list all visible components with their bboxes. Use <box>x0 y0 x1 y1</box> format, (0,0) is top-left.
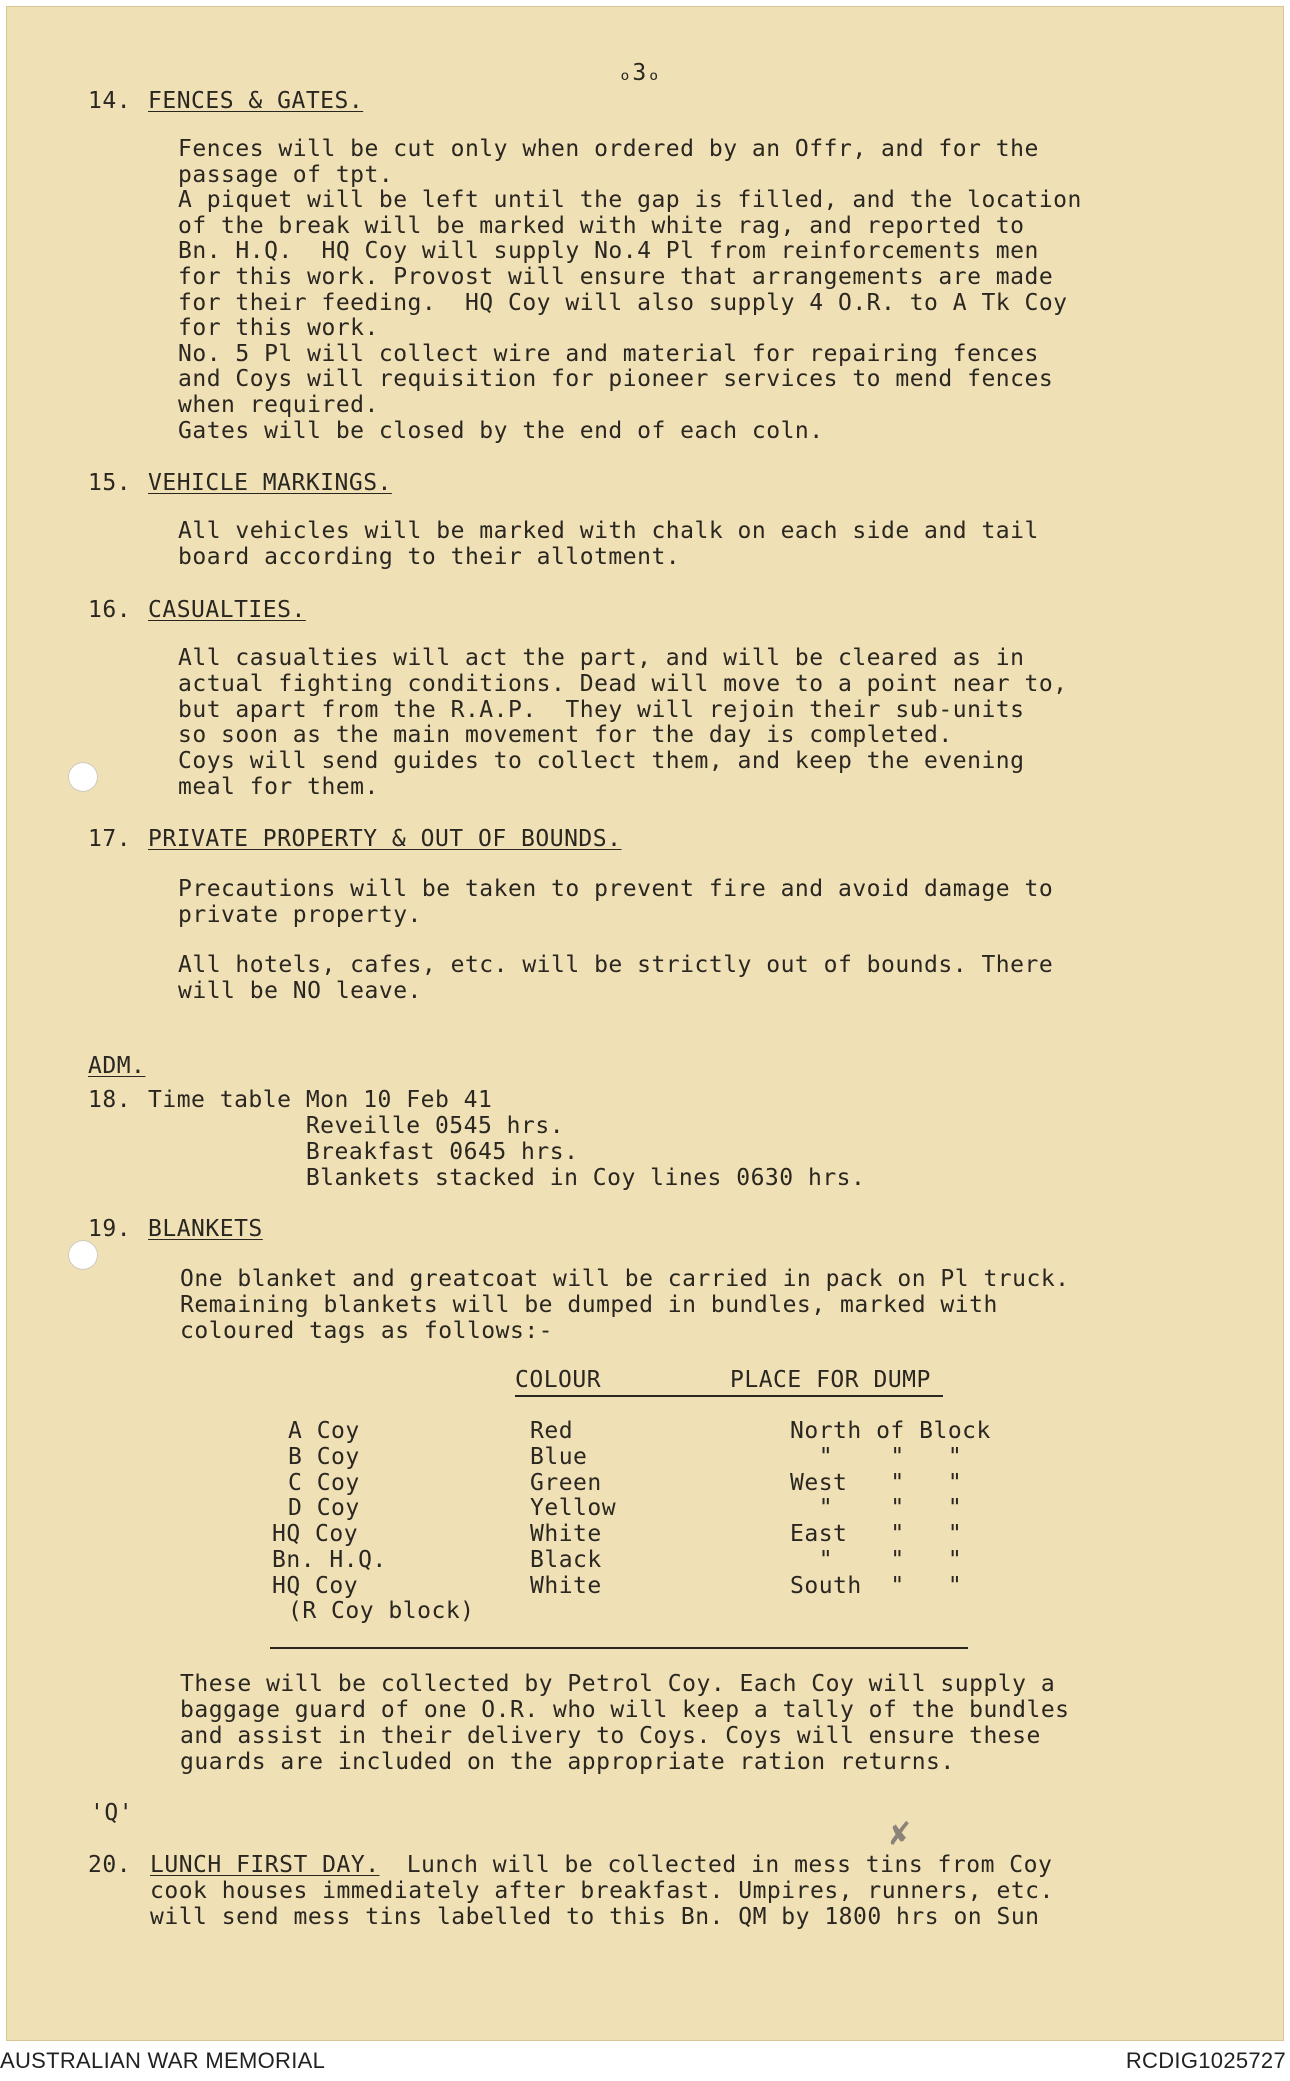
q-heading: 'Q' <box>90 1800 134 1826</box>
text-line: will send mess tins labelled to this Bn. QM by 1800 hrs on Sun <box>150 1904 1040 1930</box>
section-17-title: PRIVATE PROPERTY & OUT OF BOUNDS. <box>148 826 622 852</box>
text-line: A piquet will be left until the gap is filled, and the location <box>178 187 1082 214</box>
table-cell-place: East " " <box>790 1521 963 1548</box>
table-cell-unit: HQ Coy <box>272 1572 359 1599</box>
section-16-number: 16. <box>88 597 132 623</box>
text-line: coloured tags as follows:- <box>180 1318 554 1344</box>
table-header-place: PLACE FOR DUMP <box>730 1367 931 1393</box>
text-line: guards are included on the appropriate ration returns. <box>180 1749 955 1775</box>
table-header-colour: COLOUR <box>515 1367 602 1393</box>
text-line: No. 5 Pl will collect wire and material for repairing fences <box>178 340 1039 367</box>
text-line: Blankets stacked in Coy lines 0630 hrs. <box>148 1165 866 1191</box>
table-cell-colour: Green <box>530 1469 602 1496</box>
text-line: These will be collected by Petrol Coy. Each Coy will supply a <box>180 1671 1056 1697</box>
text-line: Reveille 0545 hrs. <box>148 1113 565 1139</box>
text-line: Breakfast 0645 hrs. <box>148 1139 579 1165</box>
text-line: One blanket and greatcoat will be carried in pack on Pl truck. <box>180 1266 1070 1292</box>
section-14-title: FENCES & GATES. <box>148 88 364 114</box>
table-cell-unit: D Coy <box>288 1495 360 1522</box>
text-line: for this work. Provost will ensure that arrangements are made <box>178 264 1054 290</box>
text-line: baggage guard of one O.R. who will keep a tally of the bundles <box>180 1697 1070 1723</box>
text-line: and assist in their delivery to Coys. Coys will ensure these <box>180 1723 1041 1749</box>
section-20-title: LUNCH FIRST DAY. <box>150 1852 380 1878</box>
text-line: will be NO leave. <box>178 978 422 1004</box>
text-line: and Coys will requisition for pioneer services to mend fences <box>178 366 1054 393</box>
text-line: for their feeding. HQ Coy will also supply 4 O.R. to A Tk Coy <box>178 289 1068 316</box>
punch-hole <box>68 1240 98 1270</box>
text-line: actual fighting conditions. Dead will move to a point near to, <box>178 670 1068 697</box>
table-cell-unit: HQ Coy <box>272 1521 359 1548</box>
punch-hole <box>68 762 98 792</box>
text-line: All vehicles will be marked with chalk on each side and tail <box>178 518 1039 544</box>
text-line: Precautions will be taken to prevent fire and avoid damage to <box>178 876 1054 902</box>
section-20-first-line: Lunch will be collected in mess tins from Coy <box>378 1852 1053 1878</box>
table-cell-colour: White <box>530 1521 602 1548</box>
text-line: All casualties will act the part, and will be cleared as in <box>178 645 1025 671</box>
table-note: (R Coy block) <box>288 1598 475 1624</box>
table-cell-place: " " " <box>790 1547 963 1573</box>
text-line: Coys will send guides to collect them, and keep the evening <box>178 748 1025 775</box>
section-16-title: CASUALTIES. <box>148 597 306 623</box>
text-line: Fences will be cut only when ordered by an Offr, and for the <box>178 136 1039 162</box>
table-cell-unit: A Coy <box>288 1418 360 1444</box>
section-20-number: 20. <box>88 1852 132 1878</box>
text-line: All hotels, cafes, etc. will be strictly out of bounds. There <box>178 952 1054 978</box>
table-cell-place: North of Block <box>790 1418 991 1444</box>
table-cell-colour: Yellow <box>530 1495 617 1522</box>
section-19-title: BLANKETS <box>148 1216 263 1242</box>
table-cell-place: " " " <box>790 1495 963 1522</box>
text-line: when required. <box>178 392 379 418</box>
section-17-number: 17. <box>88 826 132 852</box>
table-cell-place: South " " <box>790 1572 963 1599</box>
text-line: meal for them. <box>178 774 379 800</box>
text-line: Remaining blankets will be dumped in bundles, marked with <box>180 1292 998 1318</box>
table-cell-unit: C Coy <box>288 1469 360 1496</box>
table-cell-colour: Blue <box>530 1443 588 1470</box>
text-line: for this work. <box>178 315 379 342</box>
table-cell-place: West " " <box>790 1469 963 1496</box>
page-number: ₒ3ₒ <box>618 60 662 86</box>
table-header-rule <box>515 1395 943 1397</box>
text-line: board according to their allotment. <box>178 544 681 570</box>
table-cell-unit: Bn. H.Q. <box>272 1547 387 1573</box>
table-cell-colour: Red <box>530 1418 574 1444</box>
handwritten-initials: ✘ <box>881 1815 912 1854</box>
section-15-number: 15. <box>88 470 132 496</box>
text-line: of the break will be marked with white rag, and reported to <box>178 212 1025 239</box>
footer-right: RCDIG1025727 <box>1125 2048 1286 2073</box>
table-cell-colour: White <box>530 1572 602 1599</box>
section-14-number: 14. <box>88 88 132 114</box>
footer-left: AUSTRALIAN WAR MEMORIAL <box>0 2048 326 2073</box>
table-cell-colour: Black <box>530 1547 602 1573</box>
text-line: Time table Mon 10 Feb 41 <box>148 1087 493 1113</box>
table-cell-unit: B Coy <box>288 1443 360 1470</box>
text-line: passage of tpt. <box>178 161 394 188</box>
text-line: private property. <box>178 902 422 928</box>
adm-heading: ADM. <box>88 1053 146 1079</box>
table-bottom-rule <box>270 1647 968 1649</box>
section-19-number: 19. <box>88 1216 132 1242</box>
text-line: Bn. H.Q. HQ Coy will supply No.4 Pl from reinforcements men <box>178 238 1039 265</box>
table-cell-place: " " " <box>790 1443 963 1470</box>
text-line: Gates will be closed by the end of each coln. <box>178 417 824 444</box>
text-line: cook houses immediately after breakfast. Umpires, runners, etc. <box>150 1878 1054 1904</box>
section-15-title: VEHICLE MARKINGS. <box>148 470 392 496</box>
text-line: so soon as the main movement for the day is completed. <box>178 722 953 749</box>
text-line: but apart from the R.A.P. They will rejoin their sub-units <box>178 696 1025 723</box>
section-18-number: 18. <box>88 1087 132 1113</box>
